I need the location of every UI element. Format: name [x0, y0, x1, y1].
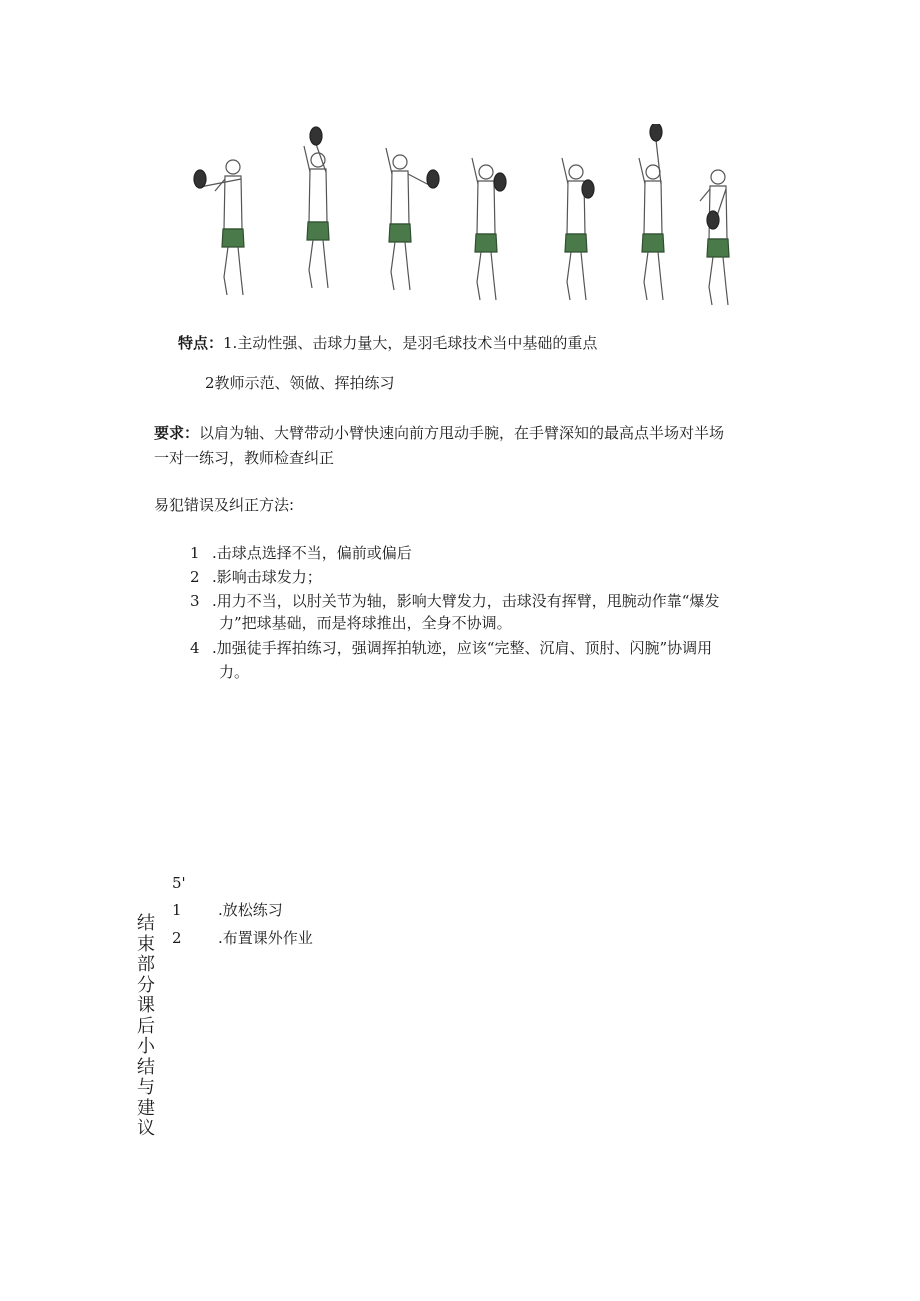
player-figure — [194, 160, 244, 295]
player-figure — [562, 158, 594, 300]
features-label: 特点： — [178, 334, 224, 352]
ending-item-2-text: .布置课外作业 — [218, 929, 313, 947]
ending-item-1-text: .放松练习 — [218, 901, 283, 919]
error-item-3-text-1: .用力不当，以肘关节为轴，影响大臂发力，击球没有挥臂，甩腕动作靠“爆发 — [212, 592, 720, 610]
features-line-1 — [178, 332, 597, 354]
error-item-2 — [190, 566, 322, 588]
ending-item-1-number: 1 — [172, 901, 182, 919]
error-item-1-text: .击球点选择不当，偏前或偏后 — [212, 544, 412, 562]
error-item-1-number: 1 — [190, 544, 200, 562]
error-item-3-number: 3 — [190, 592, 200, 610]
player-figure — [639, 124, 664, 300]
error-item-3 — [190, 590, 719, 612]
ending-item-2-number: 2 — [172, 929, 182, 947]
error-item-3-text-2: 力”把球基础，而是将球推出，全身不协调。 — [219, 614, 512, 632]
error-item-4 — [190, 637, 712, 659]
requirements-text-1: 以肩为轴、大臂带动小臂快速向前方甩动手腕，在手臂深知的最高点半场对半场 — [199, 424, 725, 442]
smash-sequence-illustration — [188, 124, 744, 314]
player-figure — [304, 127, 329, 288]
error-item-2-number: 2 — [190, 568, 200, 586]
ending-item-2 — [172, 927, 313, 949]
features-item-2: 2教师示范、领做、挥拍练习 — [205, 374, 395, 392]
error-item-4-text-1: .加强徒手挥拍练习，强调挥拍轨迹，应该“完整、沉肩、顶肘、闪腕”协调用 — [212, 639, 713, 657]
error-item-4-text-2: 力。 — [219, 663, 250, 681]
error-item-4-number: 4 — [190, 639, 200, 657]
player-figure — [386, 148, 439, 290]
ending-time: 5' — [172, 874, 186, 892]
ending-item-1 — [172, 899, 283, 921]
player-figure — [700, 170, 729, 305]
error-item-1 — [190, 542, 412, 564]
requirements-line-1 — [154, 422, 724, 444]
requirements-text-2: 一对一练习，教师检查纠正 — [154, 449, 335, 467]
ending-section-label: 结束部分课后小结与建议 — [137, 913, 155, 1139]
features-item-1: 1.主动性强、击球力量大，是羽毛球技术当中基础的重点 — [223, 334, 598, 352]
requirements-label: 要求： — [154, 424, 200, 442]
errors-title: 易犯错误及纠正方法: — [154, 496, 295, 514]
player-figure — [472, 158, 506, 300]
error-item-2-text: .影响击球发力； — [212, 568, 322, 586]
